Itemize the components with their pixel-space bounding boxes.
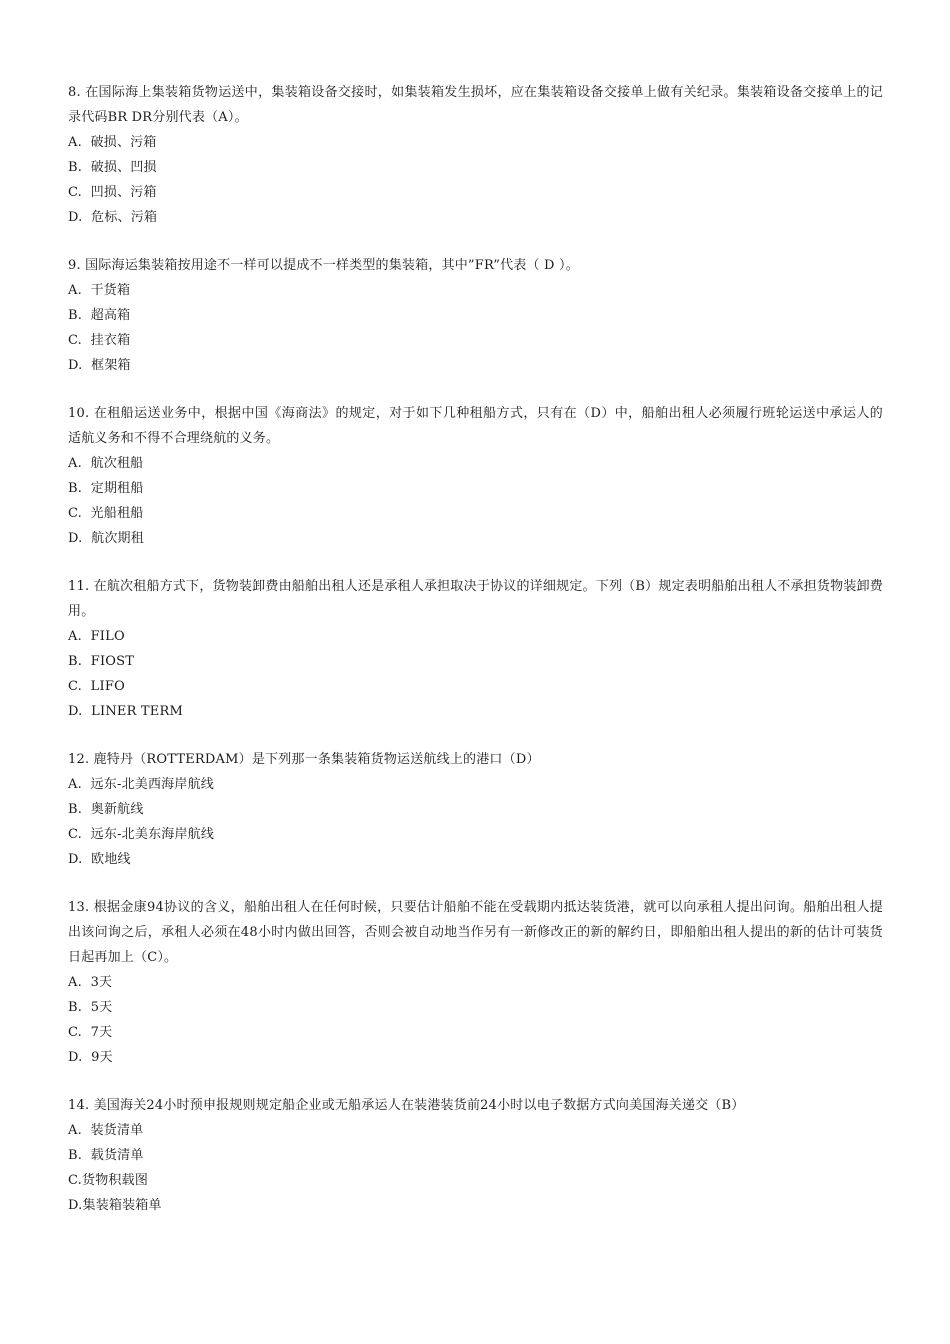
option-a: A. 航次租船 — [68, 456, 144, 471]
option-c: C.货物积载图 — [68, 1173, 149, 1188]
option-d: D. 9天 — [68, 1050, 113, 1065]
option-c: C. 7天 — [68, 1025, 113, 1040]
option-a: A. 干货箱 — [68, 283, 131, 298]
option-c: C. 远东-北美东海岸航线 — [68, 827, 215, 842]
question-12 — [68, 747, 883, 872]
question-text: 14. 美国海关24小时预申报规则规定船企业或无船承运人在装港装货前24小时以电子数据方式向美国海关递交（B） — [68, 1098, 745, 1113]
option-b: B. 超高箱 — [68, 308, 131, 323]
option-d: D. 危标、污箱 — [68, 210, 158, 225]
option-c: C. LIFO — [68, 679, 125, 694]
question-11 — [68, 574, 883, 724]
option-d: D. 框架箱 — [68, 358, 131, 373]
option-b: B. FIOST — [68, 654, 135, 669]
option-c: C. 光船租船 — [68, 506, 144, 521]
option-d: D. LINER TERM — [68, 704, 183, 719]
question-14 — [68, 1093, 883, 1218]
option-b: B. 5天 — [68, 1000, 113, 1015]
option-a: A. 装货清单 — [68, 1123, 144, 1138]
question-9 — [68, 253, 883, 378]
option-a: A. FILO — [68, 629, 125, 644]
option-d: D. 欧地线 — [68, 852, 131, 867]
option-b: B. 定期租船 — [68, 481, 144, 496]
question-text: 13. 根据金康94协议的含义，船舶出租人在任何时候，只要估计船舶不能在受载期内抵达装货港，就可以向承租人提出问询。船舶出租人提出该问询之后，承租人必须在48小时内做出回答，否则会被自动地当作另有一新修改正的新的解约日，即船舶出租人提出的新的估计可装货日起再加上（C）。 — [68, 900, 883, 965]
option-c: C. 挂衣箱 — [68, 333, 131, 348]
option-c: C. 凹损、污箱 — [68, 185, 157, 200]
option-d: D. 航次期租 — [68, 531, 144, 546]
option-a: A. 破损、污箱 — [68, 135, 157, 150]
question-8 — [68, 80, 883, 230]
question-13 — [68, 895, 883, 1070]
option-a: A. 远东-北美西海岸航线 — [68, 777, 214, 792]
question-text: 12. 鹿特丹（ROTTERDAM）是下列那一条集装箱货物运送航线上的港口（D） — [68, 752, 540, 767]
option-b: B. 破损、凹损 — [68, 160, 157, 175]
option-d: D.集装箱装箱单 — [68, 1198, 162, 1213]
question-text: 11. 在航次租船方式下，货物装卸费由船舶出租人还是承租人承担取决于协议的详细规定。下列（B）规定表明船舶出租人不承担货物装卸费用。 — [68, 579, 883, 619]
question-10 — [68, 401, 883, 551]
option-a: A. 3天 — [68, 975, 113, 990]
question-text: 9. 国际海运集装箱按用途不一样可以提成不一样类型的集装箱，其中”FR”代表（ D ）。 — [68, 258, 579, 273]
question-text: 10. 在租船运送业务中，根据中国《海商法》的规定，对于如下几种租船方式，只有在（D）中，船舶出租人必须履行班轮运送中承运人的适航义务和不得不合理绕航的义务。 — [68, 406, 883, 446]
document-page — [68, 80, 883, 1241]
question-text: 8. 在国际海上集装箱货物运送中，集装箱设备交接时，如集装箱发生损坏，应在集装箱设备交接单上做有关纪录。集装箱设备交接单上的记录代码BR DR分别代表（A）。 — [68, 85, 883, 125]
option-b: B. 奥新航线 — [68, 802, 144, 817]
option-b: B. 载货清单 — [68, 1148, 144, 1163]
